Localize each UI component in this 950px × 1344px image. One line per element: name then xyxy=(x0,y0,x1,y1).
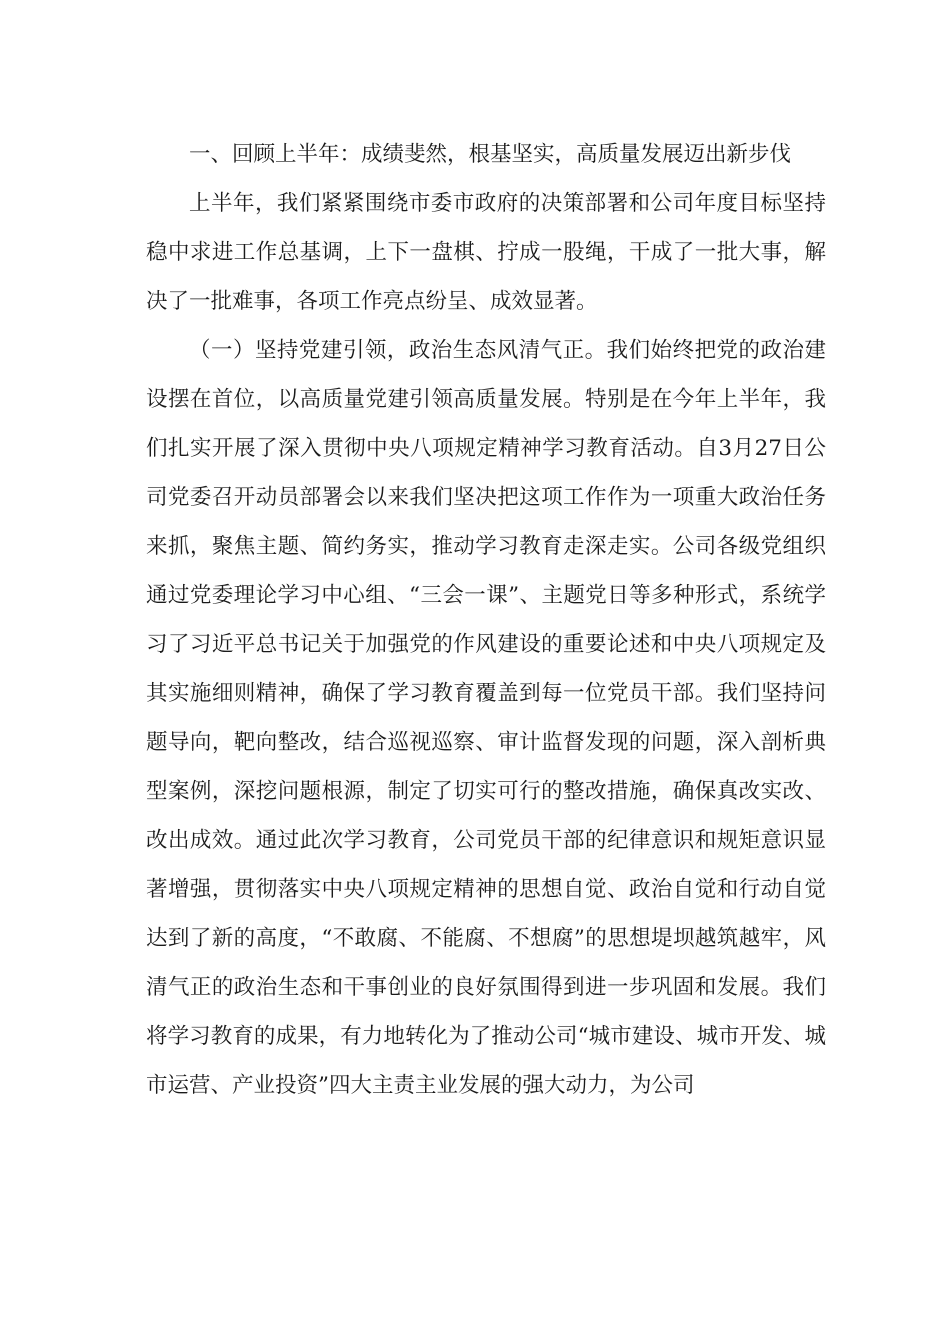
section-heading: 一、回顾上半年：成绩斐然，根基坚实，高质量发展迈出新步伐 xyxy=(189,142,792,167)
paragraph-party-building: （一）坚持党建引领，政治生态风清气正。我们始终把党的政治建设摆在首位，以高质量党建引领高质量发展。特别是在今年上半年，我们扎实开展了深入贯彻中央八项规定精神学习教育活动。自3月27日公司党委召开动员部署会以来我们坚决把这项工作作为一项重大政治任务来抓，聚焦主题、简约务实，推动学习教育走深走实。公司各级党组织通过党委理论学习中心组、“三会一课”、主题党日等多种形式，系统学习了习近平总书记关于加强党的作风建设的重要论述和中央八项规定及其实施细则精神，确保了学习教育覆盖到每一位党员干部。我们坚持问题导向，靶向整改，结合巡视巡察、审计监督发现的问题，深入剖析典型案例，深挖问题根源，制定了切实可行的整改措施，确保真改实改、改出成效。通过此次学习教育，公司党员干部的纪律意识和规矩意识显著增强，贯彻落实中央八项规定精神的思想自觉、政治自觉和行动自觉达到了新的高度，“不敢腐、不能腐、不想腐”的思想堤坝越筑越牢，风清气正的政治生态和干事创业的良好氛围得到进一步巩固和发展。我们将学习教育的成果，有力地转化为了推动公司“城市建设、城市开发、城市运营、产业投资”四大主责主业发展的强大动力，为公司 xyxy=(146,338,826,1098)
paragraph-summary: 上半年，我们紧紧围绕市委市政府的决策部署和公司年度目标坚持稳中求进工作总基调，上下一盘棋、拧成一股绳，干成了一批大事，解决了一批难事，各项工作亮点纷呈、成效显著。 xyxy=(146,191,826,314)
document-body xyxy=(146,130,826,1110)
